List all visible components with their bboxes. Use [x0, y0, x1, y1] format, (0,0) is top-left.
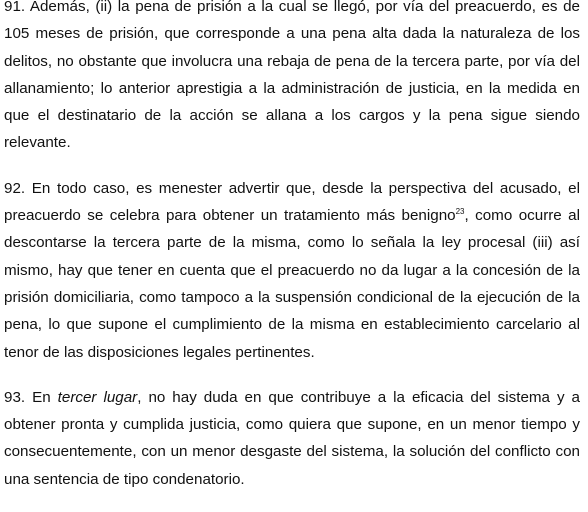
document-page	[4, 0, 580, 511]
paragraph-text-start: En todo caso, es menester advertir que, desde la perspectiva del acusado, el preacuerdo se celebra para obtener un tratamiento más benigno	[4, 179, 580, 225]
footnote-marker: 23	[455, 207, 465, 217]
paragraph-text: Además, (ii) la pena de prisión a la cual se llegó, por vía del preacuerdo, es de 105 meses de prisión, que corresponde a una pena alta dada la naturaleza de los delitos, no obstante que involucra una rebaja de pena de la tercera parte, por vía del allanamiento; lo anterior aprestigia a la administración de justicia, en la medida en que el destinatario de la acción se allana a los cargos y la pena sigue siendo relevante.	[4, 0, 580, 152]
emphasis-text: tercer lugar	[57, 388, 138, 406]
paragraph-text-start: En	[32, 388, 51, 406]
paragraph-text-end: , no hay duda en que contribuye a la eficacia del sistema y a obtener pronta y cumplida justicia, como quiera que supone, en un menor tiempo y consecuentemente, con un menor desgaste del sistema, la solución del conflicto con una sentencia de tipo condenatorio.	[4, 388, 580, 488]
paragraph-93	[4, 384, 580, 493]
paragraph-text-end: , como ocurre al descontarse la tercera parte de la misma, como lo señala la ley procesal (iii) así mismo, hay que tener en cuenta que el preacuerdo no da lugar a la concesión de la prisión domiciliaria, como tampoco a la suspensión condicional de la ejecución de la pena, lo que supone el cumplimiento de la misma en establecimiento carcelario al tenor de las disposiciones legales pertinentes.	[4, 207, 580, 361]
paragraph-number: 92.	[4, 179, 26, 197]
paragraph-91	[4, 0, 580, 157]
paragraph-92	[4, 175, 580, 366]
paragraph-number: 91.	[4, 0, 26, 15]
paragraph-number: 93.	[4, 388, 26, 406]
